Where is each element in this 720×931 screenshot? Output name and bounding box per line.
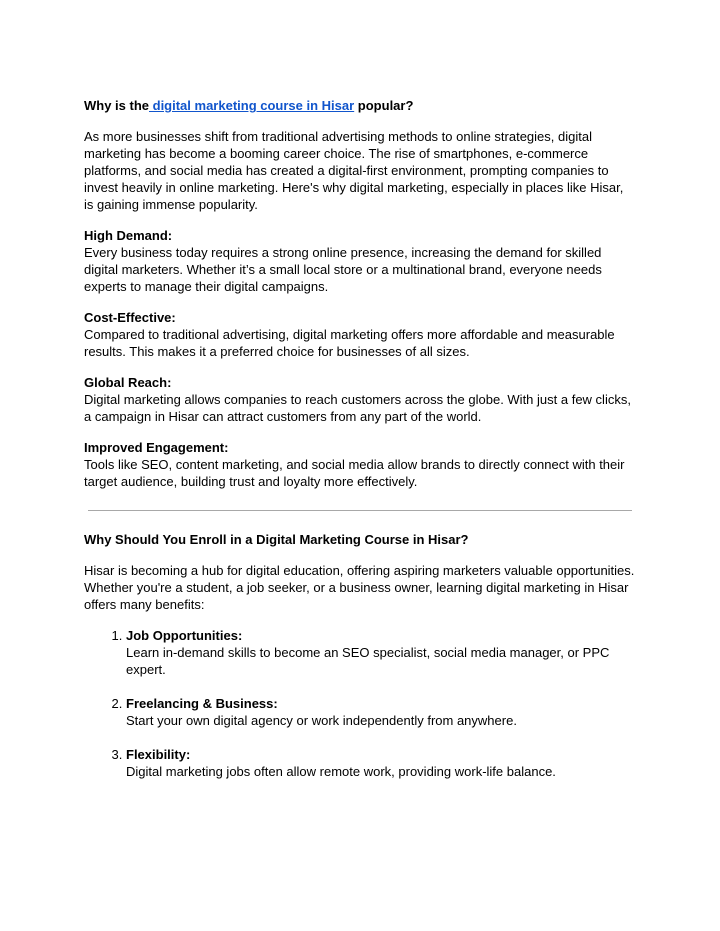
intro-paragraph: As more businesses shift from traditional advertising methods to online strategies, digital marketing has become a booming career choice. The rise of smartphones, e-commerce platforms, and social media has created a digital-first environment, prompting companies to invest heavily in online marketing. Here's why digital marketing, especially in places like Hisar, is gaining immense popularity. bbox=[84, 129, 624, 212]
point-title: High Demand: bbox=[84, 228, 173, 243]
point-cost-effective bbox=[84, 309, 636, 360]
point-global-reach bbox=[84, 374, 636, 425]
point-title: Improved Engagement: bbox=[84, 440, 229, 455]
list-item-text: Start your own digital agency or work independently from anywhere. bbox=[126, 713, 517, 728]
point-text: Compared to traditional advertising, digital marketing offers more affordable and measurable results. This makes it a preferred choice for businesses of all sizes. bbox=[84, 327, 615, 359]
point-text: Every business today requires a strong online presence, increasing the demand for skilled digital marketers. Whether it’s a small local store or a multinational brand, everyone needs experts to manage their digital campaigns. bbox=[84, 245, 602, 294]
list-item bbox=[126, 627, 636, 678]
list-item bbox=[126, 746, 636, 780]
heading-suffix: popular? bbox=[354, 98, 414, 113]
section-heading-popular bbox=[84, 97, 636, 114]
benefits-list bbox=[84, 627, 636, 780]
point-text: Tools like SEO, content marketing, and social media allow brands to directly connect with their target audience, building trust and loyalty more effectively. bbox=[84, 457, 625, 489]
point-high-demand bbox=[84, 227, 636, 295]
course-link[interactable]: digital marketing course in Hisar bbox=[149, 98, 355, 113]
list-item-text: Learn in-demand skills to become an SEO specialist, social media manager, or PPC expert. bbox=[126, 645, 610, 677]
list-item bbox=[126, 695, 636, 729]
horizontal-divider bbox=[88, 510, 632, 511]
list-item-title: 1. Job Opportunities: bbox=[126, 628, 243, 643]
enroll-intro-paragraph: Hisar is becoming a hub for digital education, offering aspiring marketers valuable opportunities. Whether you're a student, a job seeker, or a business owner, learning digital marketing in Hisar offers many benefits: bbox=[84, 563, 635, 612]
point-title: Cost-Effective: bbox=[84, 310, 176, 325]
list-item-title: 2. Freelancing & Business: bbox=[126, 696, 278, 711]
point-text: Digital marketing allows companies to reach customers across the globe. With just a few clicks, a campaign in Hisar can attract customers from any part of the world. bbox=[84, 392, 631, 424]
point-title: Global Reach: bbox=[84, 375, 172, 390]
point-improved-engagement bbox=[84, 439, 636, 490]
list-item-text: Digital marketing jobs often allow remote work, providing work-life balance. bbox=[126, 764, 556, 779]
section-heading-enroll: Why Should You Enroll in a Digital Marketing Course in Hisar? bbox=[84, 532, 469, 547]
heading-prefix: Why is the bbox=[84, 98, 150, 113]
list-item-title: 3. Flexibility: bbox=[126, 747, 191, 762]
